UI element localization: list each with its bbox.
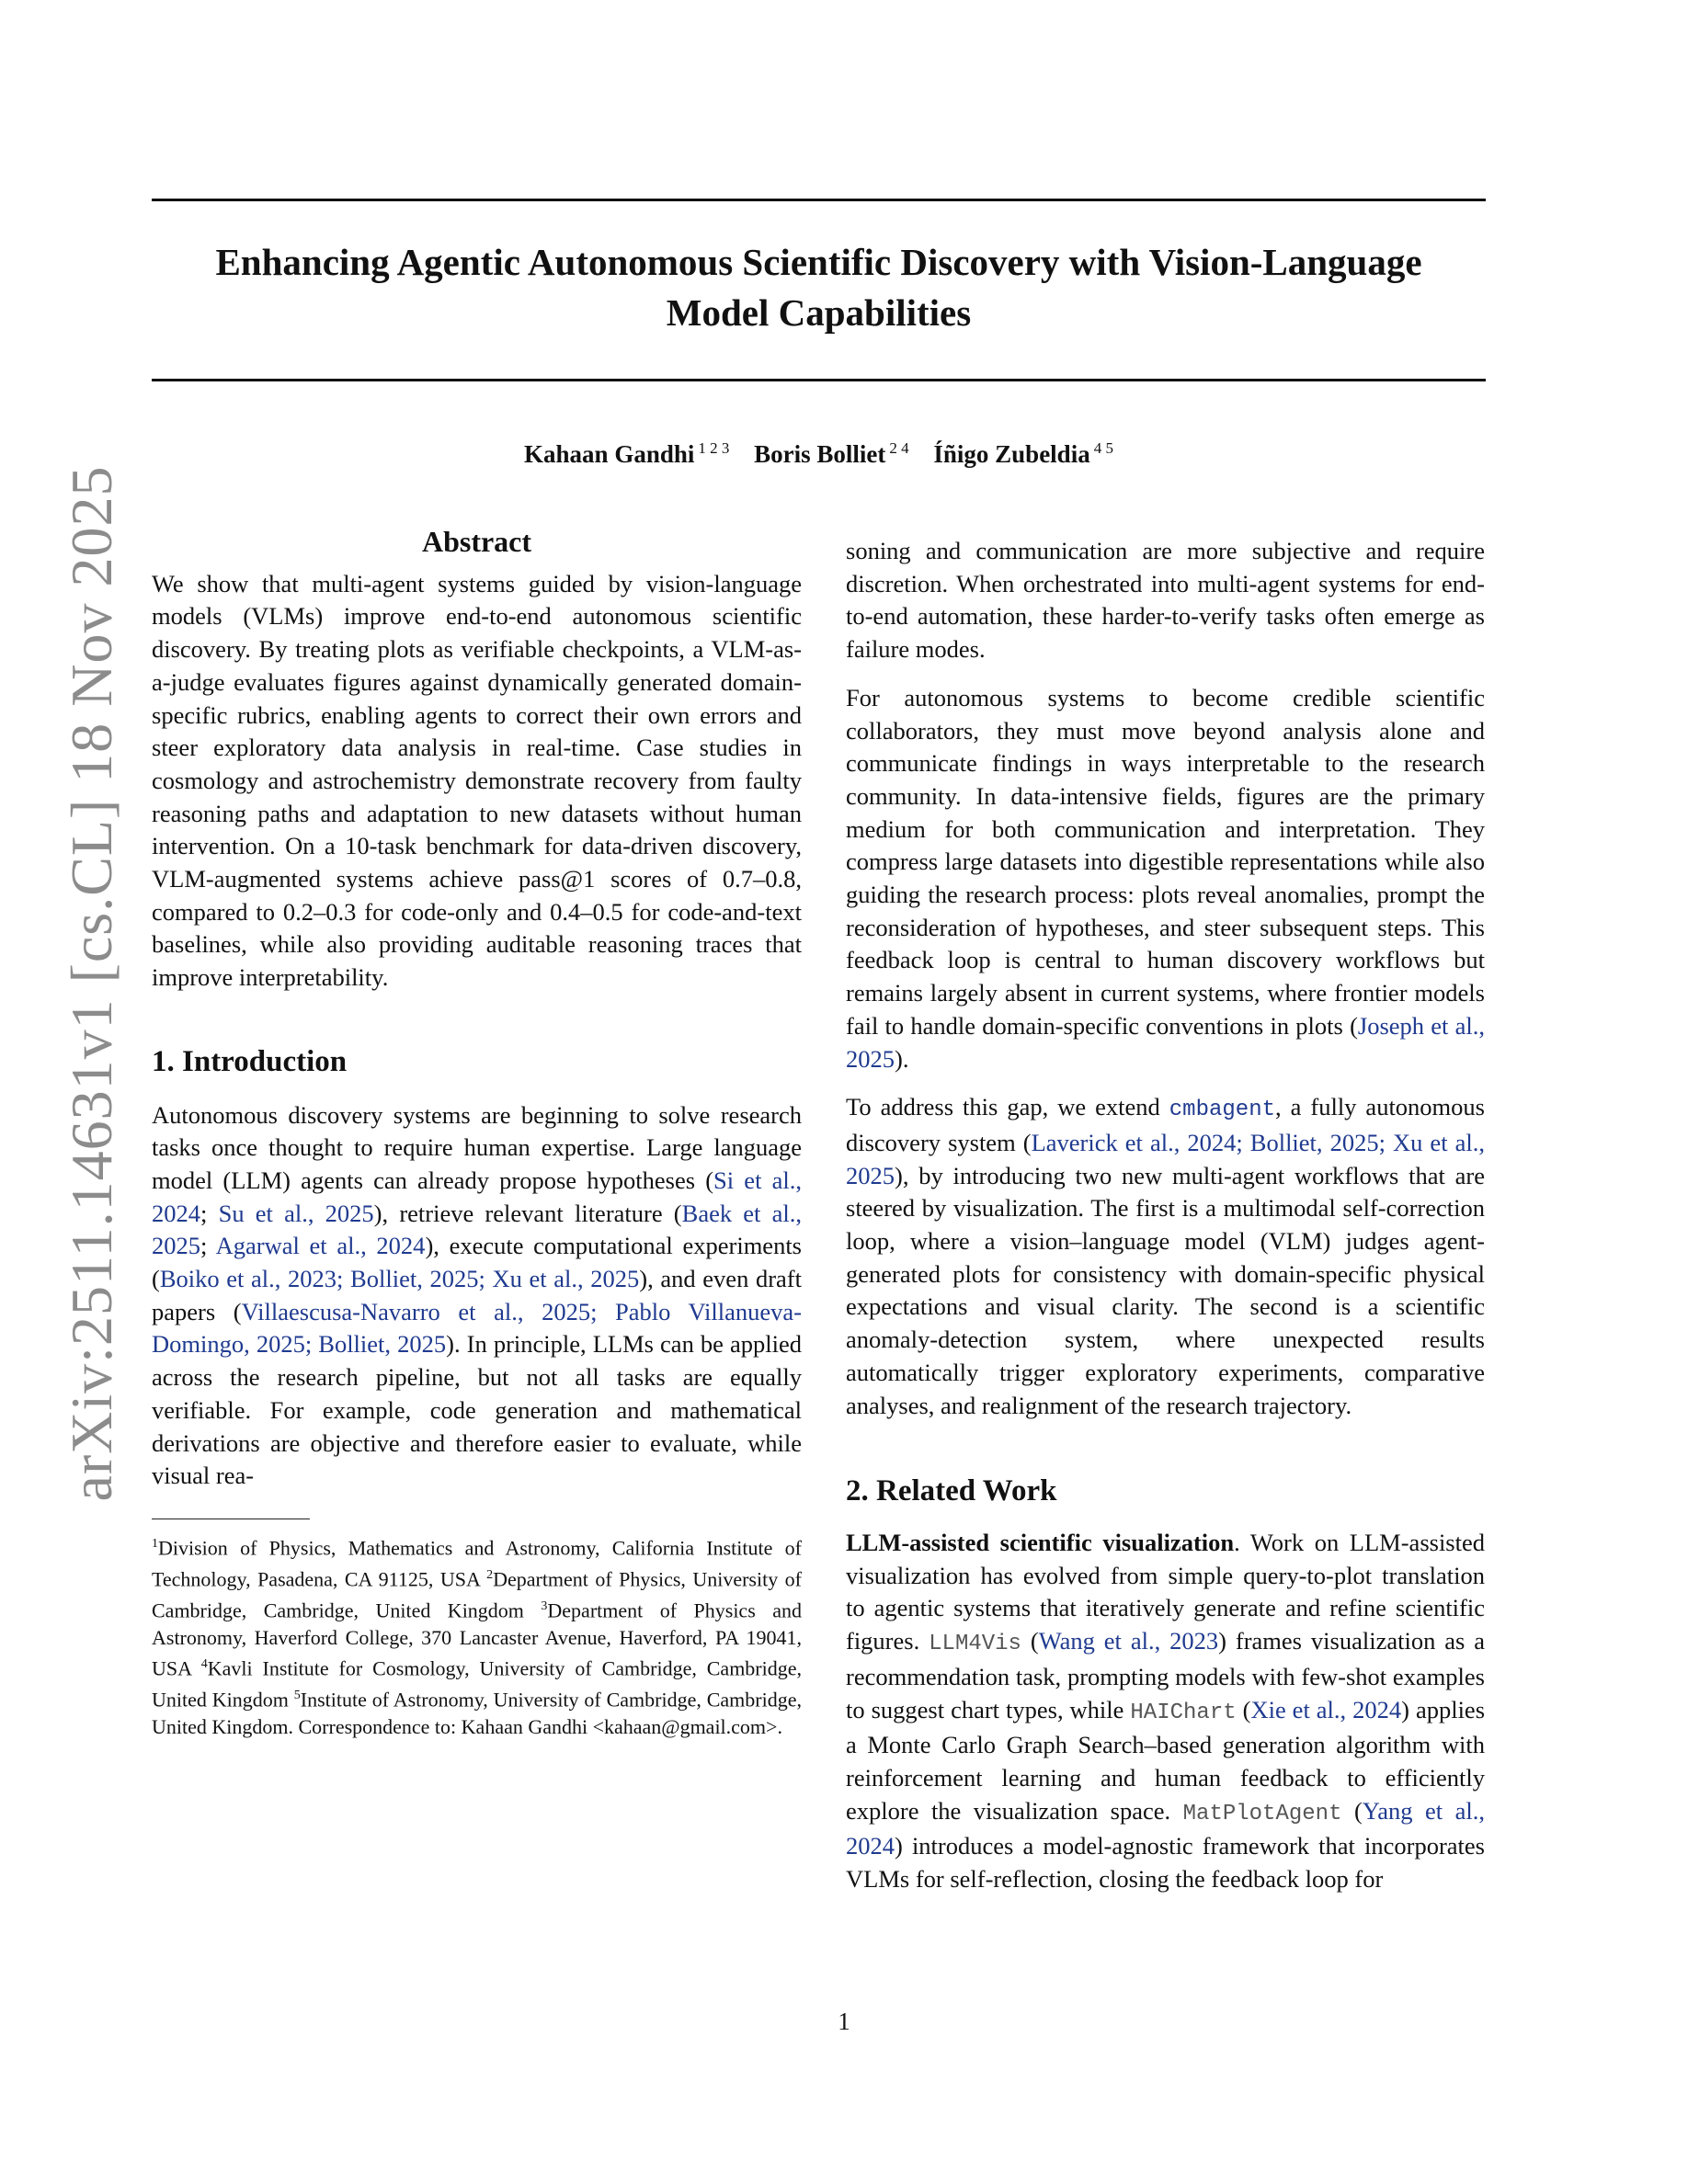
citation-link[interactable]: Boiko et al., 2023; Bolliet, 2025; Xu et al., 2025 xyxy=(159,1265,640,1293)
footnote-mark: 5 xyxy=(293,1689,301,1703)
body-paragraph xyxy=(846,1091,1485,1422)
title-rule-top xyxy=(152,199,1486,201)
text-run: ; xyxy=(200,1232,216,1260)
affiliations-footnote xyxy=(152,1530,802,1740)
citation-link[interactable]: Laverick et al., 2024; Bolliet, 2025; Xu et al., 2025 xyxy=(846,1128,1485,1189)
citation-link[interactable]: Villaescusa-Navarro et al., 2025; Pablo Villanueva-Domingo, 2025; Bolliet, 2025 xyxy=(152,1297,802,1359)
text-run: ; xyxy=(200,1199,219,1227)
text-run: ) frames visualization as a recommendation task, prompting models with few-shot examples to suggest chart types, while xyxy=(846,1627,1485,1723)
footnote-mark: 3 xyxy=(541,1599,548,1614)
author-list xyxy=(152,439,1486,469)
abstract-text: We show that multi-agent systems guided by vision-language models (VLMs) improve end-to-end autonomous scientific discovery. By treating plots as verifiable checkpoints, a VLM-as-a-judge evaluates figures against dynamically generated domain-specific rubrics, enabling agents to correct their own errors and steer exploratory data analysis in real-time. Case studies in cosmology and astrochemistry demonstrate recovery from faulty reasoning paths and adaptation to new datasets without human intervention. On a 10-task benchmark for data-driven discovery, VLM-augmented systems achieve pass@1 scores of 0.7–0.8, compared to 0.2–0.3 for code-only and 0.4–0.5 for code-and-text baselines, while also providing auditable reasoning traces that improve interpretability. xyxy=(152,569,802,992)
citation-link[interactable]: Wang et al., 2023 xyxy=(1038,1627,1219,1655)
citation-link[interactable]: Joseph et al., 2025 xyxy=(846,1011,1485,1073)
footnote-mark: 4 xyxy=(200,1657,208,1672)
author-affiliation: 4 5 xyxy=(1093,439,1113,457)
citation-link[interactable]: Su et al., 2025 xyxy=(218,1199,374,1227)
introduction-heading: 1. Introduction xyxy=(152,1044,348,1078)
code-name: LLM4Vis xyxy=(929,1632,1021,1657)
text-run: ). In principle, LLMs can be applied across the research pipeline, but not all tasks are equally verifiable. For example, code generation and mathematical derivations are objective and therefore easier to evaluate, while visual rea- xyxy=(152,1330,802,1490)
code-name: HAIChart xyxy=(1130,1700,1237,1725)
body-paragraph: soning and communication are more subjective and require discretion. When orchestrated into multi-agent systems for end-to-end automation, these harder-to-verify tasks often emerge as failure modes. xyxy=(846,537,1485,664)
abstract-heading: Abstract xyxy=(421,525,532,558)
text-run: To address this gap, we extend xyxy=(846,1093,1169,1121)
footnote-mark: 2 xyxy=(486,1568,494,1583)
citation-link[interactable]: Agarwal et al., 2024 xyxy=(215,1232,426,1260)
text-run: ). xyxy=(895,1044,909,1073)
author xyxy=(524,440,729,468)
author xyxy=(754,440,909,468)
text-run: For autonomous systems to become credible scientific collaborators, they must move beyond analysis alone and communicate findings in ways interpretable to the research community. In data-intensive fields, figures are the primary medium for both communication and interpretation. They compress large datasets into digestible representations while also guiding the research process: plots reveal anomalies, prompt the reconsideration of hypotheses, and steer subsequent steps. This feedback loop is central to human discovery workflows but remains largely absent in current systems, where frontier models fail to handle domain-specific conventions in plots ( xyxy=(846,683,1485,1040)
code-name: cmbagent xyxy=(1169,1098,1275,1123)
text-run: ), and even draft papers ( xyxy=(152,1265,802,1325)
text-run: ( xyxy=(1236,1695,1251,1723)
related-work-heading: 2. Related Work xyxy=(846,1474,1057,1508)
title-line-2: Model Capabilities xyxy=(666,291,972,334)
text-run: ), by introducing two new multi-agent workflows that are steered by visualization. The first is a multimodal self-correction loop, where a vision–language model (VLM) judges agent-generated plots for consistency with domain-specific physical expectations and visual clarity. The second is a scientific anomaly-detection system, where unexpected results automatically trigger exploratory experiments, comparative analyses, and realignment of the research trajectory. xyxy=(846,1161,1485,1419)
paragraph-lead: LLM-assisted scientific visualization xyxy=(846,1528,1235,1556)
text-run: Kavli Institute for Cosmology, University of Cambridge, Cambridge, United Kingdom xyxy=(152,1656,803,1712)
text-run: , a fully autonomous discovery system ( xyxy=(846,1093,1485,1156)
code-name: MatPlotAgent xyxy=(1182,1801,1342,1826)
page-number: 1 xyxy=(838,2008,850,2035)
right-column xyxy=(846,535,1485,1896)
text-run: Autonomous discovery systems are beginning to solve research tasks once thought to require human expertise. Large language model (LLM) agents can already propose hypotheses ( xyxy=(152,1100,802,1194)
related-work-paragraph xyxy=(846,1527,1485,1896)
footnote-mark: 1 xyxy=(152,1537,158,1552)
text-run: ) applies a Monte Carlo Graph Search–based generation algorithm with reinforcement learning and human feedback to efficiently explore the visualization space. xyxy=(846,1695,1486,1825)
body-paragraph xyxy=(846,682,1485,1075)
citation-link[interactable]: Si et al., 2024 xyxy=(152,1166,802,1227)
text-run: ), execute computational experiments ( xyxy=(152,1232,802,1293)
text-run: Institute of Astronomy, University of Cambridge, Cambridge, United Kingdom. Correspondence to: Kahaan Gandhi <kahaan@gmail.com>. xyxy=(152,1688,802,1739)
text-run: Department of Physics and Astronomy, Haverford College, 370 Lancaster Avenue, Haverford, PA 19041, USA xyxy=(152,1598,803,1680)
citation-link[interactable]: Baek et al., 2025 xyxy=(152,1199,802,1260)
author-name: Kahaan Gandhi xyxy=(524,440,695,468)
text-run: ), retrieve relevant literature ( xyxy=(373,1199,682,1227)
text-run: ) introduces a model-agnostic framework that incorporates VLMs for self-reflection, closing the feedback loop for xyxy=(846,1832,1485,1894)
title-rule-bottom xyxy=(152,379,1486,381)
left-column xyxy=(152,526,802,1741)
text-run: ( xyxy=(1021,1627,1039,1655)
citation-link[interactable]: Yang et al., 2024 xyxy=(846,1796,1485,1860)
paper-title xyxy=(152,237,1486,338)
author xyxy=(933,440,1113,468)
arxiv-stamp: arXiv:2511.14631v1 [cs.CL] 18 Nov 2025 xyxy=(59,465,124,1502)
citation-link[interactable]: Xie et al., 2024 xyxy=(1250,1695,1402,1723)
text-run: ( xyxy=(1341,1796,1363,1825)
text-run: Division of Physics, Mathematics and Astronomy, California Institute of Technology, Pasadena, CA 91125, USA xyxy=(152,1536,802,1591)
footnote-rule xyxy=(152,1519,310,1520)
author-affiliation: 1 2 3 xyxy=(698,439,730,457)
author-name: Boris Bolliet xyxy=(754,440,886,468)
title-line-1: Enhancing Agentic Autonomous Scientific Discovery with Vision-Language xyxy=(215,241,1422,283)
text-run: Department of Physics, University of Cambridge, Cambridge, United Kingdom xyxy=(152,1567,802,1622)
author-name: Íñigo Zubeldia xyxy=(933,440,1090,468)
introduction-paragraph xyxy=(152,1099,802,1493)
text-run: . Work on LLM-assisted visualization has evolved from simple query-to-plot translation to agentic systems that iteratively generate and refine scientific figures. xyxy=(846,1528,1485,1655)
author-affiliation: 2 4 xyxy=(889,439,909,457)
